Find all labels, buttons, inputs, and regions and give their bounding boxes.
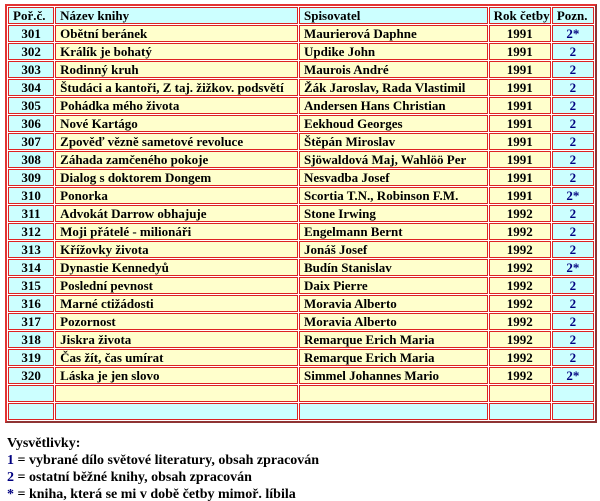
legend-title: Vysvětlivky: [7,436,81,451]
cell-order-number: 305 [8,97,54,114]
cell-book-title: Dialog s doktorem Dongem [55,169,298,186]
empty-cell-year [489,385,551,402]
header-year-read: Rok četby [489,7,551,24]
table-row [8,79,594,96]
legend-text-1: = vybrané dílo světové literatury, obsah zpracován [17,453,320,468]
cell-note: 2 [552,331,594,348]
cell-author: Moravia Alberto [299,295,488,312]
book-table-body [8,25,594,384]
header-note: Pozn. [552,7,594,24]
cell-year-read: 1992 [489,313,551,330]
cell-order-number: 316 [8,295,54,312]
cell-year-read: 1991 [489,61,551,78]
cell-book-title: Rodinný kruh [55,61,298,78]
cell-note: 2 [552,205,594,222]
empty-cell-year [489,403,551,420]
cell-note: 2* [552,259,594,276]
cell-note: 2 [552,97,594,114]
cell-order-number: 307 [8,133,54,150]
cell-year-read: 1992 [489,277,551,294]
cell-author: Remarque Erich Maria [299,331,488,348]
cell-order-number: 313 [8,241,54,258]
empty-cell-author [299,385,488,402]
table-row [8,259,594,276]
header-order-number: Poř.č. [8,7,54,24]
cell-author: Eekhoud Georges [299,115,488,132]
table-row [8,277,594,294]
cell-book-title: Advokát Darrow obhajuje [55,205,298,222]
cell-author: Scortia T.N., Robinson F.M. [299,187,488,204]
cell-order-number: 315 [8,277,54,294]
cell-book-title: Zpověď vězně sametové revoluce [55,133,298,150]
cell-order-number: 301 [8,25,54,42]
cell-year-read: 1991 [489,97,551,114]
table-row [8,205,594,222]
empty-cell-title [55,403,298,420]
table-row [8,295,594,312]
cell-note: 2 [552,61,594,78]
cell-author: Daix Pierre [299,277,488,294]
cell-author: Jonáš Josef [299,241,488,258]
cell-year-read: 1992 [489,205,551,222]
cell-note: 2 [552,223,594,240]
cell-author: Remarque Erich Maria [299,349,488,366]
cell-year-read: 1991 [489,79,551,96]
table-row [8,313,594,330]
legend-symbol-2: 2 [7,470,14,485]
cell-order-number: 320 [8,367,54,384]
cell-book-title: Nové Kartágo [55,115,298,132]
cell-note: 2 [552,133,594,150]
cell-note: 2 [552,151,594,168]
cell-book-title: Obětní beránek [55,25,298,42]
table-row [8,133,594,150]
cell-year-read: 1991 [489,133,551,150]
table-row [8,187,594,204]
cell-year-read: 1991 [489,169,551,186]
cell-year-read: 1992 [489,241,551,258]
cell-author: Andersen Hans Christian [299,97,488,114]
cell-book-title: Moji přátelé - milionáři [55,223,298,240]
cell-year-read: 1992 [489,331,551,348]
cell-book-title: Pozornost [55,313,298,330]
cell-year-read: 1992 [489,349,551,366]
cell-year-read: 1991 [489,151,551,168]
cell-note: 2 [552,115,594,132]
cell-order-number: 309 [8,169,54,186]
cell-note: 2 [552,313,594,330]
table-row [8,169,594,186]
table-row [8,223,594,240]
cell-author: Sjöwaldová Maj, Wahlöö Per [299,151,488,168]
cell-book-title: Študáci a kantoři, Z taj. žižkov. podsvětí [55,79,298,96]
cell-book-title: Marné ctižádosti [55,295,298,312]
cell-year-read: 1992 [489,367,551,384]
cell-order-number: 304 [8,79,54,96]
table-row [8,115,594,132]
empty-cell-note [552,403,594,420]
cell-order-number: 310 [8,187,54,204]
cell-note: 2 [552,79,594,96]
legend-text-star: = kniha, která se mi v době četby mimoř. líbila [17,487,296,501]
cell-author: Engelmann Bernt [299,223,488,240]
cell-order-number: 306 [8,115,54,132]
legend-item-2 [7,469,600,486]
cell-author: Maurois André [299,61,488,78]
cell-note: 2 [552,169,594,186]
cell-order-number: 308 [8,151,54,168]
legend-item-star [7,486,600,501]
cell-order-number: 312 [8,223,54,240]
cell-note: 2* [552,187,594,204]
cell-note: 2 [552,241,594,258]
table-row [8,331,594,348]
table-row [8,25,594,42]
cell-book-title: Láska je jen slovo [55,367,298,384]
empty-cell-order [8,385,54,402]
cell-author: Maurierová Daphne [299,25,488,42]
legend-item-1 [7,452,600,469]
empty-cell-author [299,403,488,420]
cell-order-number: 317 [8,313,54,330]
header-book-title: Název knihy [55,7,298,24]
empty-row [8,385,594,402]
cell-order-number: 303 [8,61,54,78]
empty-row [8,403,594,420]
legend-symbol-star: * [7,487,14,501]
cell-year-read: 1991 [489,187,551,204]
empty-cell-title [55,385,298,402]
cell-book-title: Králík je bohatý [55,43,298,60]
cell-book-title: Poslední pevnost [55,277,298,294]
cell-note: 2 [552,349,594,366]
cell-year-read: 1991 [489,115,551,132]
cell-year-read: 1992 [489,295,551,312]
legend [7,435,600,501]
cell-order-number: 311 [8,205,54,222]
legend-text-2: = ostatní běžné knihy, obsah zpracován [17,470,252,485]
table-row [8,43,594,60]
book-list-table [5,4,597,423]
cell-year-read: 1991 [489,43,551,60]
cell-order-number: 318 [8,331,54,348]
empty-cell-note [552,385,594,402]
cell-author: Štěpán Miroslav [299,133,488,150]
table-row [8,349,594,366]
cell-order-number: 314 [8,259,54,276]
cell-author: Simmel Johannes Mario [299,367,488,384]
table-row [8,61,594,78]
table-row [8,151,594,168]
cell-year-read: 1992 [489,223,551,240]
cell-book-title: Čas žít, čas umírat [55,349,298,366]
table-row [8,97,594,114]
cell-year-read: 1992 [489,259,551,276]
legend-symbol-1: 1 [7,453,14,468]
cell-book-title: Ponorka [55,187,298,204]
cell-author: Moravia Alberto [299,313,488,330]
cell-note: 2 [552,277,594,294]
cell-order-number: 302 [8,43,54,60]
cell-book-title: Jiskra života [55,331,298,348]
cell-author: Stone Irwing [299,205,488,222]
cell-author: Updike John [299,43,488,60]
empty-rows [8,385,594,420]
table-row [8,241,594,258]
cell-note: 2 [552,43,594,60]
cell-note: 2 [552,295,594,312]
cell-note: 2* [552,367,594,384]
cell-author: Budín Stanislav [299,259,488,276]
cell-author: Žák Jaroslav, Rada Vlastimil [299,79,488,96]
cell-book-title: Záhada zamčeného pokoje [55,151,298,168]
table-row [8,367,594,384]
empty-cell-order [8,403,54,420]
cell-year-read: 1991 [489,25,551,42]
table-header-row [8,7,594,24]
header-author: Spisovatel [299,7,488,24]
cell-book-title: Dynastie Kennedyů [55,259,298,276]
cell-order-number: 319 [8,349,54,366]
cell-book-title: Křížovky života [55,241,298,258]
cell-author: Nesvadba Josef [299,169,488,186]
cell-book-title: Pohádka mého života [55,97,298,114]
cell-note: 2* [552,25,594,42]
